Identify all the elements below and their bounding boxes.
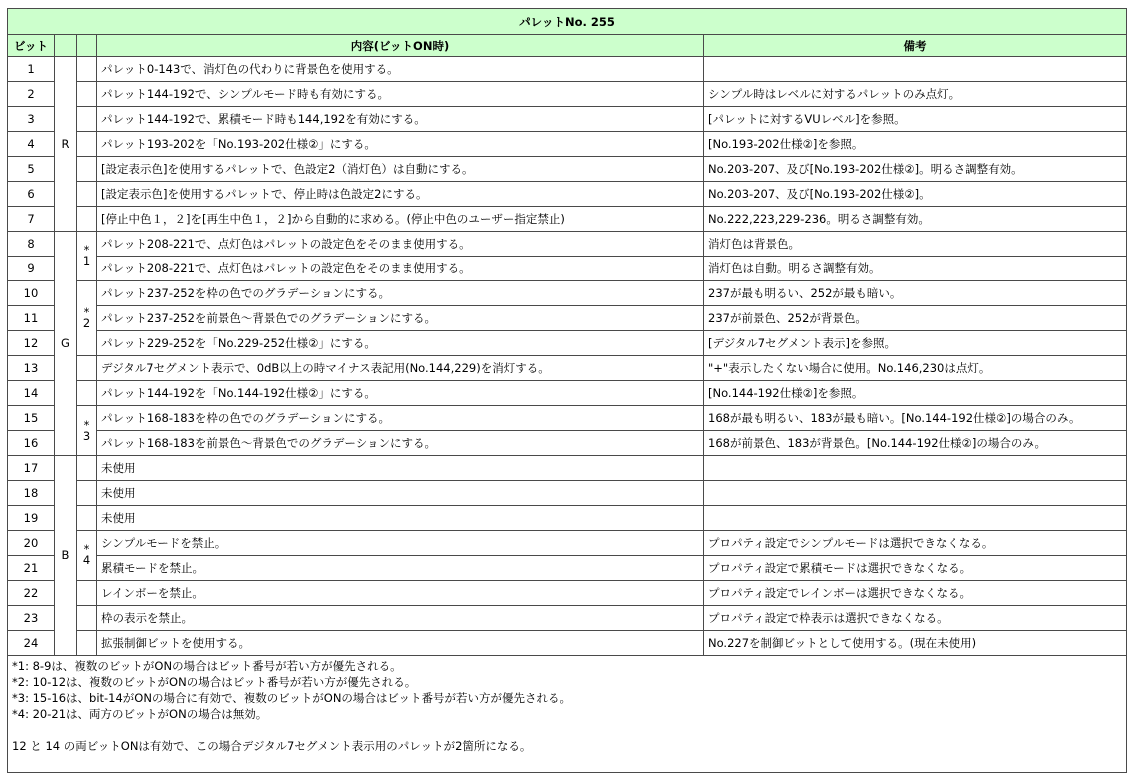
footnote: *1: 8-9は、複数のビットがONの場合はビット番号が若い方が優先される。 [12, 658, 402, 673]
asterisk-symbol: * [83, 542, 90, 557]
bit-notes: No.227を制御ビットとして使用する。(現在未使用) [704, 630, 1127, 655]
asterisk-symbol: * [83, 305, 90, 320]
extra-note: 12 と 14 の両ビットONは有効で、この場合デジタル7セグメント表示用のパレットが2箇所になる。 [12, 738, 532, 753]
bit-notes: 237が最も明るい、252が最も暗い。 [704, 281, 1127, 306]
table-row [8, 555, 1127, 580]
footnote-marker [77, 530, 97, 580]
bit-notes: "+"表示したくない場合に使用。No.146,230は点灯。 [704, 356, 1127, 381]
bit-notes: 168が前景色、183が背景色。[No.144-192仕様②]の場合のみ。 [704, 431, 1127, 456]
bit-notes: No.203-207、及び[No.193-202仕様②]。明るさ調整有効。 [704, 156, 1127, 181]
bit-content: パレット208-221で、点灯色はパレットの設定色をそのまま使用する。 [97, 231, 704, 256]
bit-content: 未使用 [97, 456, 704, 481]
header-row [8, 35, 1127, 57]
footnote-marker-empty [77, 181, 97, 206]
footnote-marker-empty [77, 580, 97, 605]
bit-number: 14 [8, 381, 55, 406]
header-group [55, 35, 77, 57]
palette-spec-sheet [7, 8, 1126, 773]
bit-content: [設定表示色]を使用するパレットで、停止時は色設定2にする。 [97, 181, 704, 206]
header-asterisk [77, 35, 97, 57]
header-bit: ビット [8, 35, 55, 57]
bit-notes: [No.144-192仕様②]を参照。 [704, 381, 1127, 406]
bit-content: 未使用 [97, 480, 704, 505]
table-row [8, 381, 1127, 406]
footnote-marker-empty [77, 106, 97, 131]
asterisk-symbol: * [83, 243, 90, 257]
bit-content: パレット144-192で、累積モード時も144,192を有効にする。 [97, 106, 704, 131]
bit-notes [704, 57, 1127, 82]
bit-notes [704, 456, 1127, 481]
footnote: *4: 20-21は、両方のビットがONの場合は無効。 [12, 706, 268, 721]
table-row [8, 480, 1127, 505]
bit-notes [704, 480, 1127, 505]
bit-number: 21 [8, 555, 55, 580]
bit-number: 18 [8, 480, 55, 505]
table-row [8, 81, 1127, 106]
color-group-g: G [55, 231, 77, 455]
asterisk-number: 2 [82, 316, 91, 331]
bit-number: 24 [8, 630, 55, 655]
bit-number: 6 [8, 181, 55, 206]
bit-content: 未使用 [97, 505, 704, 530]
footnote-marker [77, 406, 97, 456]
footnote-marker-empty [77, 356, 97, 381]
bit-notes: No.222,223,229-236。明るさ調整有効。 [704, 206, 1127, 231]
bit-number: 2 [8, 81, 55, 106]
footnote-marker-empty [77, 206, 97, 231]
footnote-marker-empty [77, 605, 97, 630]
footnote-marker-empty [77, 480, 97, 505]
table-row [8, 331, 1127, 356]
header-notes: 備考 [704, 35, 1127, 57]
bit-content: パレット144-192で、シンプルモード時も有効にする。 [97, 81, 704, 106]
bit-number: 12 [8, 331, 55, 356]
bit-content: 拡張制御ビットを使用する。 [97, 630, 704, 655]
table-row [8, 256, 1127, 281]
bit-notes: プロパティ設定でシンプルモードは選択できなくなる。 [704, 530, 1127, 555]
table-row [8, 431, 1127, 456]
footnote-marker-empty [77, 131, 97, 156]
table-row [8, 131, 1127, 156]
bit-notes: シンプル時はレベルに対するパレットのみ点灯。 [704, 81, 1127, 106]
bit-number: 19 [8, 505, 55, 530]
bit-notes: プロパティ設定でレインボーは選択できなくなる。 [704, 580, 1127, 605]
asterisk-number: 4 [82, 553, 91, 568]
bit-content: パレット144-192を「No.144-192仕様②」にする。 [97, 381, 704, 406]
bit-notes: 消灯色は背景色。 [704, 231, 1127, 256]
table-row [8, 580, 1127, 605]
table-row [8, 231, 1127, 256]
bit-notes: プロパティ設定で累積モードは選択できなくなる。 [704, 555, 1127, 580]
palette-table [7, 8, 1127, 773]
bit-notes: [デジタル7セグメント表示]を参照。 [704, 331, 1127, 356]
bit-content: パレット193-202を「No.193-202仕様②」にする。 [97, 131, 704, 156]
bit-number: 23 [8, 605, 55, 630]
footnote-marker [77, 281, 97, 356]
color-group-b: B [55, 456, 77, 656]
table-row [8, 605, 1127, 630]
table-row [8, 306, 1127, 331]
bit-number: 9 [8, 256, 55, 281]
bit-notes: プロパティ設定で枠表示は選択できなくなる。 [704, 605, 1127, 630]
bit-content: レインボーを禁止。 [97, 580, 704, 605]
bit-number: 17 [8, 456, 55, 481]
asterisk-symbol: * [83, 417, 90, 432]
table-row [8, 106, 1127, 131]
footnotes [8, 655, 1127, 772]
footnote-marker-empty [77, 381, 97, 406]
bit-number: 11 [8, 306, 55, 331]
bit-number: 22 [8, 580, 55, 605]
bit-content: パレット208-221で、点灯色はパレットの設定色をそのまま使用する。 [97, 256, 704, 281]
footnote-marker-empty [77, 505, 97, 530]
bit-content: パレット237-252を枠の色でのグラデーションにする。 [97, 281, 704, 306]
bit-content: デジタル7セグメント表示で、0dB以上の時マイナス表記用(No.144,229)を消灯する。 [97, 356, 704, 381]
table-row [8, 406, 1127, 431]
bit-notes: 168が最も明るい、183が最も暗い。[No.144-192仕様②]の場合のみ。 [704, 406, 1127, 431]
bit-content: [設定表示色]を使用するパレットで、色設定2（消灯色）は自動にする。 [97, 156, 704, 181]
bit-number: 13 [8, 356, 55, 381]
bit-content: 累積モードを禁止。 [97, 555, 704, 580]
bit-number: 8 [8, 231, 55, 256]
footer-row [8, 655, 1127, 772]
bit-number: 5 [8, 156, 55, 181]
table-row [8, 57, 1127, 82]
table-row [8, 530, 1127, 555]
bit-notes: [パレットに対するVUレベル]を参照。 [704, 106, 1127, 131]
bit-number: 1 [8, 57, 55, 82]
bit-notes: No.203-207、及び[No.193-202仕様②]。 [704, 181, 1127, 206]
bit-content: パレット237-252を前景色～背景色でのグラデーションにする。 [97, 306, 704, 331]
asterisk-number: 3 [82, 428, 91, 443]
bit-content: シンプルモードを禁止。 [97, 530, 704, 555]
bit-number: 10 [8, 281, 55, 306]
footnote-marker [77, 231, 97, 281]
footnote-marker-empty [77, 456, 97, 481]
bit-number: 20 [8, 530, 55, 555]
bit-content: パレット168-183を前景色～背景色でのグラデーションにする。 [97, 431, 704, 456]
bit-number: 15 [8, 406, 55, 431]
footnote-marker-empty [77, 630, 97, 655]
bit-number: 4 [8, 131, 55, 156]
table-row [8, 281, 1127, 306]
bit-number: 3 [8, 106, 55, 131]
color-group-r: R [55, 57, 77, 232]
table-row [8, 505, 1127, 530]
bit-notes: 消灯色は自動。明るさ調整有効。 [704, 256, 1127, 281]
bit-notes: 237が前景色、252が背景色。 [704, 306, 1127, 331]
bit-notes [704, 505, 1127, 530]
table-title: パレットNo. 255 [8, 9, 1127, 35]
bit-content: パレット229-252を「No.229-252仕様②」にする。 [97, 331, 704, 356]
table-row [8, 630, 1127, 655]
bit-content: 枠の表示を禁止。 [97, 605, 704, 630]
bit-notes: [No.193-202仕様②]を参照。 [704, 131, 1127, 156]
table-row [8, 356, 1127, 381]
footnote-marker-empty [77, 81, 97, 106]
table-row [8, 206, 1127, 231]
footnote-marker-empty [77, 156, 97, 181]
bit-number: 7 [8, 206, 55, 231]
bit-number: 16 [8, 431, 55, 456]
footnote-marker-empty [77, 57, 97, 82]
asterisk-number: 1 [82, 254, 91, 268]
footnote: *3: 15-16は、bit-14がONの場合に有効で、複数のビットがONの場合はビット番号が若い方が優先される。 [12, 690, 571, 705]
title-row [8, 9, 1127, 35]
table-row [8, 156, 1127, 181]
bit-content: パレット0-143で、消灯色の代わりに背景色を使用する。 [97, 57, 704, 82]
bit-content: [停止中色１，２]を[再生中色１，２]から自動的に求める。(停止中色のユーザー指定禁止) [97, 206, 704, 231]
table-row [8, 456, 1127, 481]
table-row [8, 181, 1127, 206]
footnote: *2: 10-12は、複数のビットがONの場合はビット番号が若い方が優先される。 [12, 674, 417, 689]
header-content: 内容(ビットON時) [97, 35, 704, 57]
bit-content: パレット168-183を枠の色でのグラデーションにする。 [97, 406, 704, 431]
